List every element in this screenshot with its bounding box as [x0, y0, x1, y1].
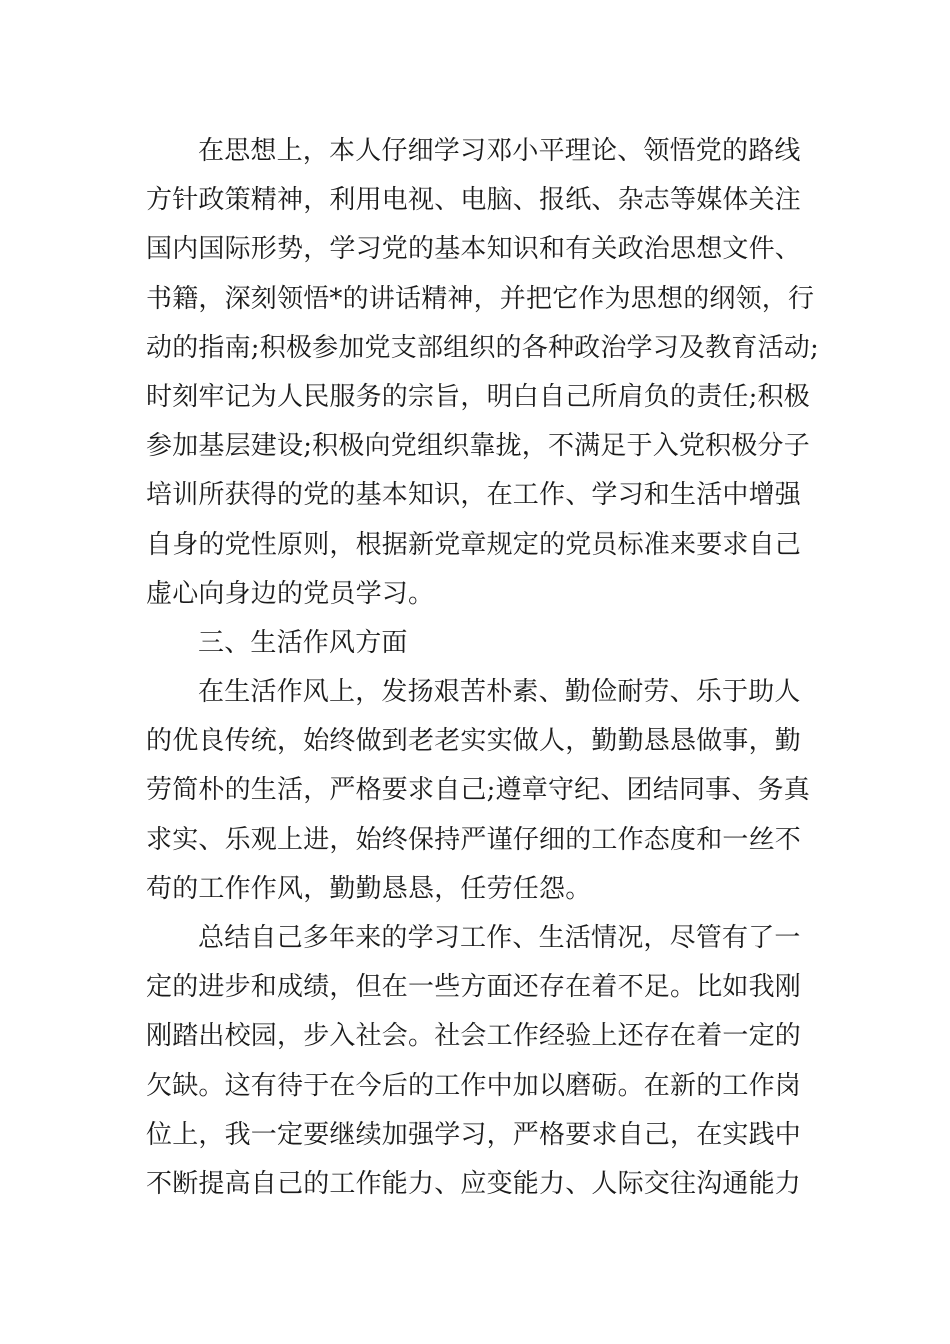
text-line: 时刻牢记为人民服务的宗旨，明白自己所肩负的责任;积极	[146, 381, 810, 412]
text-line: 国内国际形势，学习党的基本知识和有关政治思想文件、	[146, 234, 802, 265]
text-line: 定的进步和成绩，但在一些方面还存在着不足。比如我刚	[146, 972, 802, 1003]
text-line: 的优良传统，始终做到老老实实做人，勤勤恳恳做事，勤	[146, 726, 802, 757]
text-line: 位上，我一定要继续加强学习，严格要求自己，在实践中	[146, 1119, 802, 1150]
text-line: 欠缺。这有待于在今后的工作中加以磨砺。在新的工作岗	[146, 1070, 802, 1101]
text-line: 求实、乐观上进，始终保持严谨仔细的工作态度和一丝不	[146, 824, 802, 855]
text-line: 刚踏出校园，步入社会。社会工作经验上还存在着一定的	[146, 1021, 802, 1052]
text-line: 参加基层建设;积极向党组织靠拢，不满足于入党积极分子	[146, 431, 810, 462]
section-heading: 三、生活作风方面	[198, 627, 408, 658]
text-line: 方针政策精神，利用电视、电脑、报纸、杂志等媒体关注	[146, 185, 802, 216]
text-line: 培训所获得的党的基本知识，在工作、学习和生活中增强	[146, 480, 802, 511]
text-line: 不断提高自己的工作能力、应变能力、人际交往沟通能力	[146, 1168, 802, 1199]
text-line: 在思想上，本人仔细学习邓小平理论、领悟党的路线	[198, 136, 801, 166]
text-line: 自身的党性原则，根据新党章规定的党员标准来要求自己	[146, 529, 802, 560]
text-line: 虚心向身边的党员学习。	[146, 578, 435, 609]
document-body	[146, 127, 819, 1209]
text-line: 劳简朴的生活，严格要求自己;遵章守纪、团结同事、务真	[146, 775, 810, 806]
text-line: 总结自己多年来的学习工作、生活情况，尽管有了一	[198, 923, 801, 953]
text-line: 在生活作风上，发扬艰苦朴素、勤俭耐劳、乐于助人	[198, 677, 801, 708]
text-line: 书籍，深刻领悟*的讲话精神，并把它作为思想的纲领，行	[146, 283, 815, 314]
text-line: 苟的工作作风，勤勤恳恳，任劳任怨。	[146, 873, 592, 904]
text-line: 动的指南;积极参加党支部组织的各种政治学习及教育活动;	[146, 332, 819, 363]
